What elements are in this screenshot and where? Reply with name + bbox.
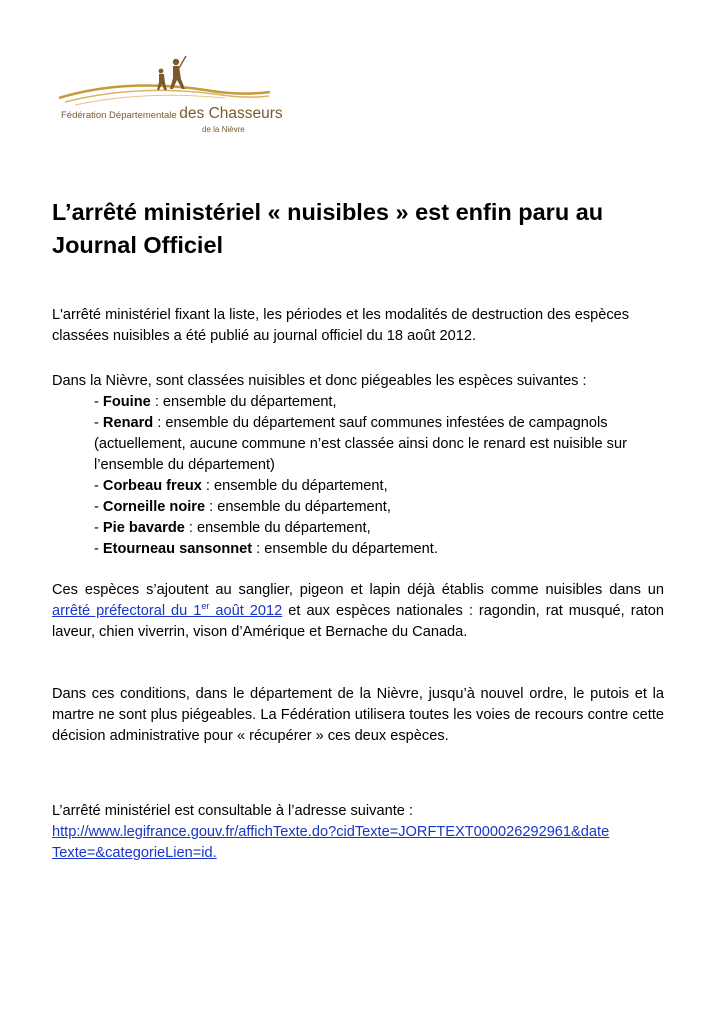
species-detail: : ensemble du département.: [252, 541, 438, 557]
conditions-paragraph: Dans ces conditions, dans le département de la Nièvre, jusqu’à nouvel ordre, le putois et la martre ne sont plus piégeables. La Fédération utilisera toutes les voies de recours contre cette décision administrative pour « récupérer » ces deux espèces.: [52, 686, 664, 744]
hunters-silhouette-icon: [55, 52, 275, 112]
species-name: Etourneau sansonnet: [102, 541, 253, 557]
page-title: L’arrêté ministériel « nuisibles » est enfin paru au Journal Officiel: [52, 199, 604, 258]
consultation-paragraph: L’arrêté ministériel est consultable à l’adresse suivante :: [52, 803, 413, 819]
list-item: - Corbeau freux : ensemble du département,: [94, 478, 388, 494]
list-item: - Renard : ensemble du département sauf communes infestées de campagnols (actuellement, aucune commune n’est classée ainsi donc le renard est nuisible sur l’ensemble du département): [94, 415, 627, 473]
federation-logo: [55, 52, 283, 142]
species-name: Renard: [102, 415, 154, 431]
logo-subtitle: de la Nièvre: [202, 125, 245, 134]
species-detail: : ensemble du département sauf communes infestées de campagnols (actuellement, aucune commune n’est classée ainsi donc le renard est nuisible sur l’ensemble du département): [94, 415, 627, 473]
species-name: Pie bavarde: [102, 520, 185, 536]
para3-text-before: Ces espèces s’ajoutent au sanglier, pigeon et lapin déjà établis comme nuisibles dans un: [52, 582, 664, 598]
list-intro: Dans la Nièvre, sont classées nuisibles et donc piégeables les espèces suivantes :: [52, 373, 587, 389]
species-detail: : ensemble du département,: [205, 499, 391, 515]
list-item: - Corneille noire : ensemble du département,: [94, 499, 391, 515]
additional-species-paragraph: [52, 580, 664, 643]
species-name: Corneille noire: [102, 499, 206, 515]
list-item: - Etourneau sansonnet : ensemble du département.: [94, 541, 438, 557]
para3-text-after: et aux espèces nationales : ragondin, rat musqué, raton laveur, chien viverrin, vison d’Amérique et Bernache du Canada.: [52, 603, 664, 640]
species-name: Corbeau freux: [102, 478, 202, 494]
list-item: - Fouine : ensemble du département,: [94, 394, 337, 410]
list-item: - Pie bavarde : ensemble du département,: [94, 520, 371, 536]
species-detail: : ensemble du département,: [201, 478, 388, 494]
intro-paragraph: L'arrêté ministériel fixant la liste, les périodes et les modalités de destruction des espèces classées nuisibles a été publié au journal officiel du 18 août 2012.: [52, 307, 630, 344]
logo-small-text: Fédération Départementale: [61, 110, 180, 121]
species-detail: : ensemble du département,: [150, 394, 337, 410]
legifrance-url: [52, 822, 692, 864]
species-name: Fouine: [102, 394, 151, 410]
legifrance-link[interactable]: http://www.legifrance.gouv.fr/affichTexte.do?cidTexte=JORFTEXT000026292961&date Texte=&categorieLien=id.: [52, 824, 610, 861]
logo-big-text: des Chasseurs: [179, 105, 283, 122]
prefectoral-decree-link[interactable]: arrêté préfectoral du 1er août 2012: [52, 601, 283, 619]
species-detail: : ensemble du département,: [184, 520, 371, 536]
